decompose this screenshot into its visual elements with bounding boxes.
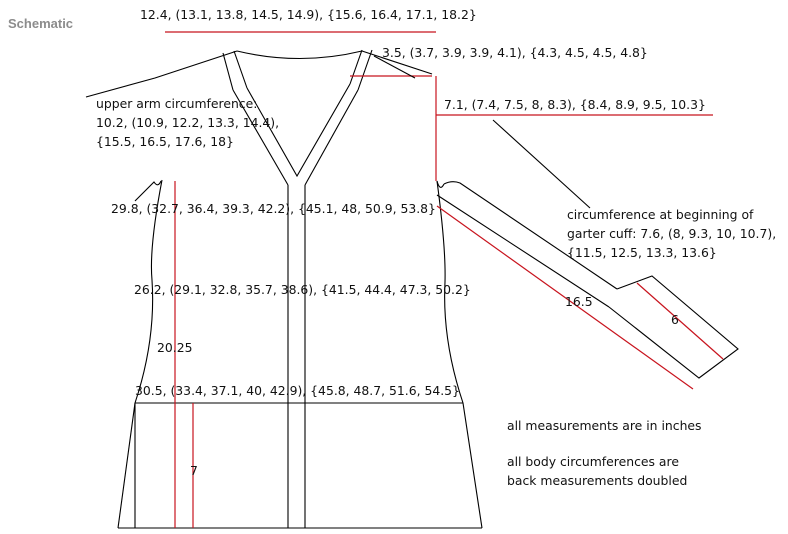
right-collar-band-inner [350,50,362,84]
cuff-length-line [637,283,723,359]
left-shoulder-line [86,51,237,97]
body-length-label: 20.25 [157,340,193,355]
leader-lines [374,56,590,208]
upper-arm-circumference-label: upper arm circumference: 10.2, (10.9, 12.2, 13.3, 14.4), {15.5, 16.5, 17.6, 18} [96,96,280,149]
cuff-circumference-label: circumference at beginning of garter cuff: 7.6, (8, 9.3, 10, 10.7), {11.5, 12.5, 13.3, 13.6} [567,207,777,260]
sleeve-length-label: 16.5 [565,294,593,309]
doubled-measurements-note: all body circumferences are back measurements doubled [507,454,688,488]
left-hem-flare [118,403,135,528]
left-collar-band-inner [234,51,247,88]
hem-length-label: 7 [190,463,198,478]
back-neck-curve [237,51,362,59]
cuff-length-label: 6 [671,312,679,327]
v-neck-outer-right [305,90,358,185]
shoulder-width-label: 3.5, (3.7, 3.9, 3.9, 4.1), {4.3, 4.5, 4.5, 4.8} [382,45,648,60]
left-underarm [135,181,161,201]
schematic-title: Schematic [8,16,74,31]
waist-circumference-label: 26.2, (29.1, 32.8, 35.7, 38.6), {41.5, 44.4, 47.3, 50.2} [134,282,471,297]
cuff-circumference-leader [493,120,590,208]
bust-circumference-label: 29.8, (32.7, 36.4, 39.3, 42.2), {45.1, 48, 50.9, 53.8} [111,201,436,216]
hip-circumference-label: 30.5, (33.4, 37.1, 40, 42.9), {45.8, 48.7, 51.6, 54.5} [135,383,460,398]
left-collar-band-outer [223,53,233,90]
units-note: all measurements are in inches [507,418,702,433]
armhole-depth-label: 7.1, (7.4, 7.5, 8, 8.3), {8.4, 8.9, 9.5, 10.3} [444,97,706,112]
neck-width-label: 12.4, (13.1, 13.8, 14.5, 14.9), {15.6, 16.4, 17.1, 18.2} [140,7,477,22]
